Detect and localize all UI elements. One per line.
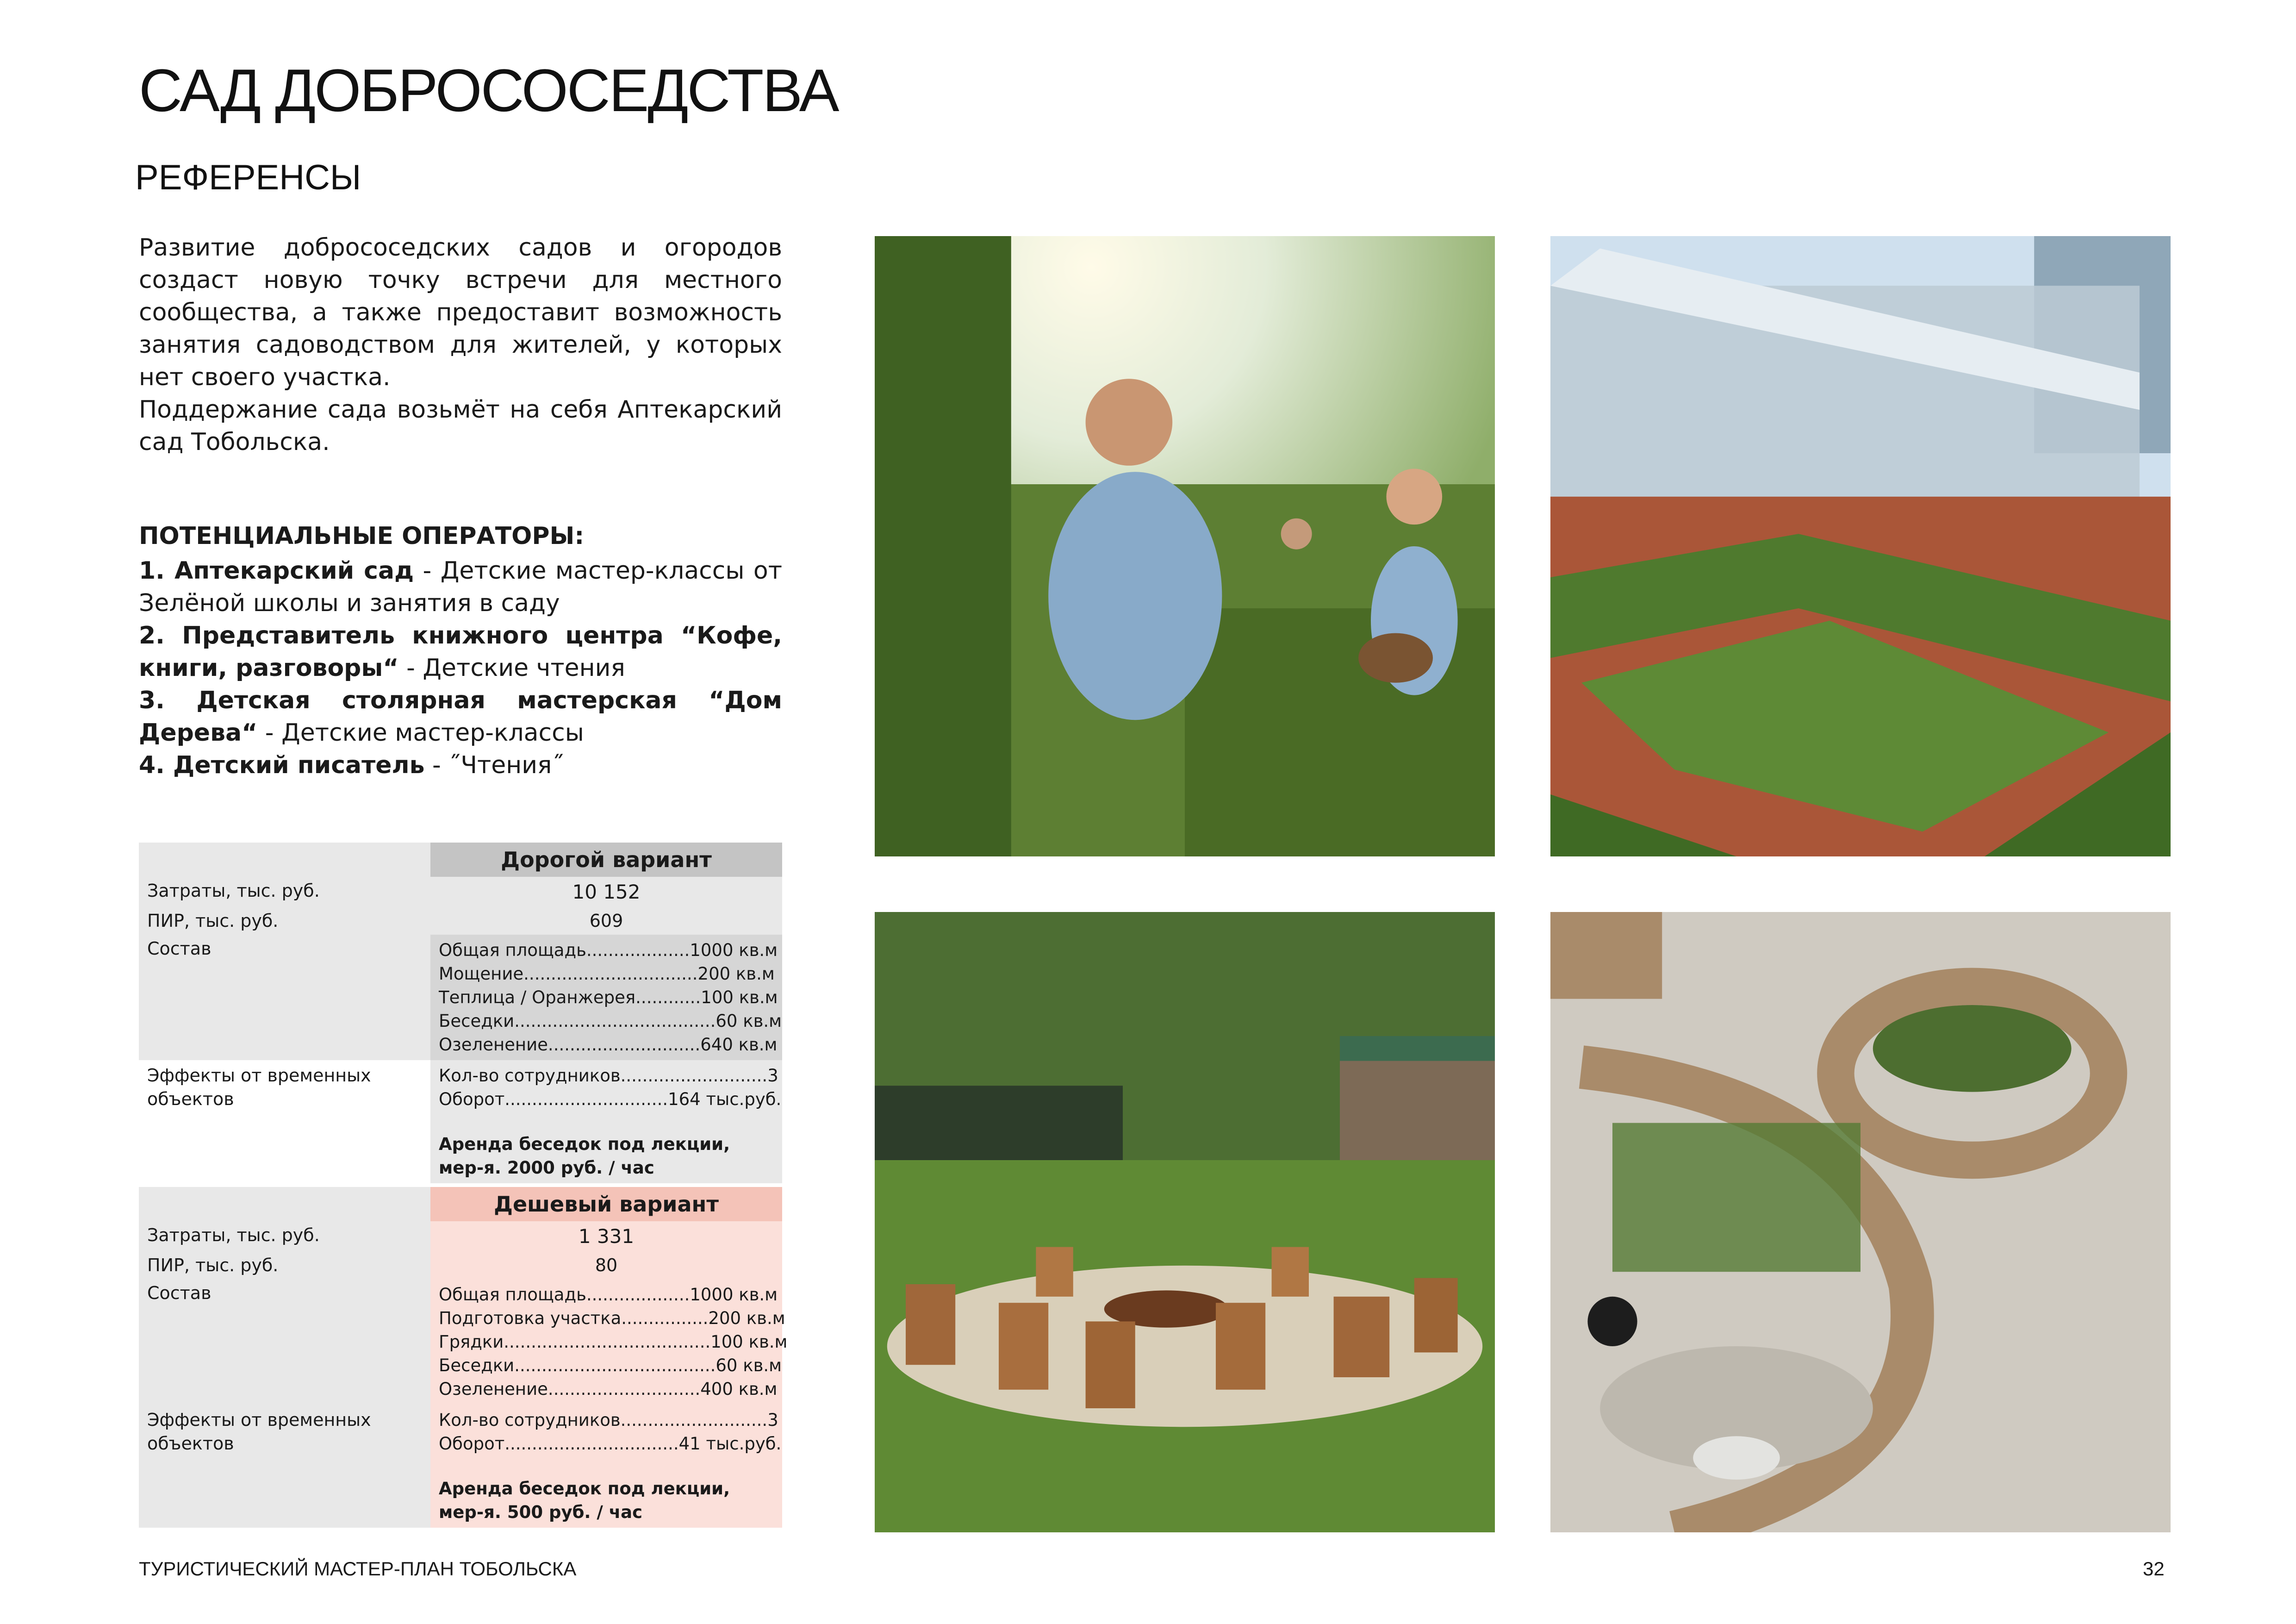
pir-value: 80: [430, 1251, 782, 1279]
intro-paragraph: Поддержание сада возьмёт на себя Аптекарский сад Тобольска.: [139, 396, 782, 456]
composition-item: Теплица / Оранжерея............100 кв.м: [439, 987, 778, 1007]
table-row: [139, 1405, 782, 1528]
table-row: [139, 843, 782, 877]
stump-seating-circle-photo: [875, 912, 1495, 1532]
table-row: [139, 1251, 782, 1279]
rent-note: Аренда беседок под лекции, мер-я. 2000 руб. / час: [439, 1134, 730, 1178]
effects-item: Кол-во сотрудников...........................3: [439, 1066, 778, 1086]
page-number: 32: [2143, 1558, 2165, 1580]
variant-heading: Дорогой вариант: [430, 843, 782, 877]
table-row: [139, 1187, 782, 1221]
operator-name: 2. Представитель книжного центра “Кофе, книги, разговоры“: [139, 622, 782, 682]
composition-list: [430, 935, 782, 1060]
composition-item: Озеленение............................400 кв.м: [439, 1379, 778, 1399]
operator-item: [139, 749, 782, 781]
wooden-fence-spiral-garden-photo: [1550, 912, 2171, 1532]
footer-text: ТУРИСТИЧЕСКИЙ МАСТЕР-ПЛАН ТОБОЛЬСКА: [139, 1558, 577, 1580]
operators-heading: ПОТЕНЦИАЛЬНЫЕ ОПЕРАТОРЫ:: [139, 522, 585, 550]
composition-item: Общая площадь...................1000 кв.м: [439, 1285, 778, 1305]
cost-value: 10 152: [430, 877, 782, 907]
pir-label: ПИР, тыс. руб.: [139, 907, 430, 935]
composition-label: Состав: [139, 1279, 430, 1405]
operator-name: 1. Аптекарский сад: [139, 557, 414, 585]
effects-label: Эффекты от временных объектов: [139, 1405, 430, 1528]
operator-desc: - Детские мастер-классы от Зелёной школы и занятия в саду: [139, 557, 782, 617]
expensive-variant-table: [139, 843, 782, 1183]
table-cell: [139, 843, 430, 877]
garden-people-photo: [875, 236, 1495, 856]
cost-value: 1 331: [430, 1221, 782, 1251]
composition-item: Грядки......................................100 кв.м: [439, 1332, 788, 1352]
operator-name: 3. Детская столярная мастерская “Дом Дерева“: [139, 687, 782, 747]
operator-name: 4. Детский писатель: [139, 751, 425, 779]
composition-item: Беседки.....................................60 кв.м: [439, 1355, 782, 1375]
table-row: [139, 1221, 782, 1251]
page-title: САД ДОБРОСОСЕДСТВА: [139, 56, 838, 124]
effects-item: Оборот................................41 тыс.руб.: [439, 1434, 782, 1454]
effects-item: Кол-во сотрудников...........................3: [439, 1410, 778, 1430]
table-row: [139, 1060, 782, 1183]
cheap-variant-table: [139, 1187, 788, 1528]
operator-desc: - Детские чтения: [398, 654, 625, 682]
variant-heading: Дешевый вариант: [430, 1187, 782, 1221]
effects-item: Оборот..............................164 тыс.руб.: [439, 1089, 782, 1109]
cost-label: Затраты, тыс. руб.: [139, 877, 430, 907]
effects-label: Эффекты от временных объектов: [139, 1060, 430, 1183]
composition-item: Озеленение............................640 кв.м: [439, 1035, 778, 1055]
operators-list: [139, 555, 782, 781]
rent-note: Аренда беседок под лекции, мер-я. 500 руб. / час: [439, 1479, 730, 1522]
table-row: [139, 907, 782, 935]
composition-item: Беседки.....................................60 кв.м: [439, 1011, 782, 1031]
operator-desc: - Детские мастер-классы: [257, 719, 584, 747]
effects-list: [430, 1060, 782, 1183]
composition-item: Подготовка участка................200 кв.м: [439, 1308, 785, 1328]
operator-item: [139, 555, 782, 619]
table-row: [139, 1279, 788, 1405]
effects-list: [430, 1405, 782, 1528]
table-cell: [139, 1187, 430, 1221]
section-subtitle: РЕФЕРЕНСЫ: [135, 158, 361, 197]
table-row: [139, 935, 782, 1060]
operator-desc: - ˝Чтения˝: [424, 751, 564, 779]
composition-label: Состав: [139, 935, 430, 1060]
operator-item: [139, 684, 782, 749]
composition-item: Общая площадь...................1000 кв.м: [439, 940, 778, 960]
operator-item: [139, 619, 782, 684]
pir-value: 609: [430, 907, 782, 935]
intro-paragraph: Развитие добрососедских садов и огородов создаст новую точку встречи для местного сообщества, а также предоставит возможность занятия садоводством для жителей, у которых нет своего участка.: [139, 234, 782, 391]
cost-label: Затраты, тыс. руб.: [139, 1221, 430, 1251]
pir-label: ПИР, тыс. руб.: [139, 1251, 430, 1279]
greenhouse-garden-photo: [1550, 236, 2171, 856]
table-row: [139, 877, 782, 907]
composition-list: [430, 1279, 788, 1405]
composition-item: Мощение................................200 кв.м: [439, 964, 775, 984]
